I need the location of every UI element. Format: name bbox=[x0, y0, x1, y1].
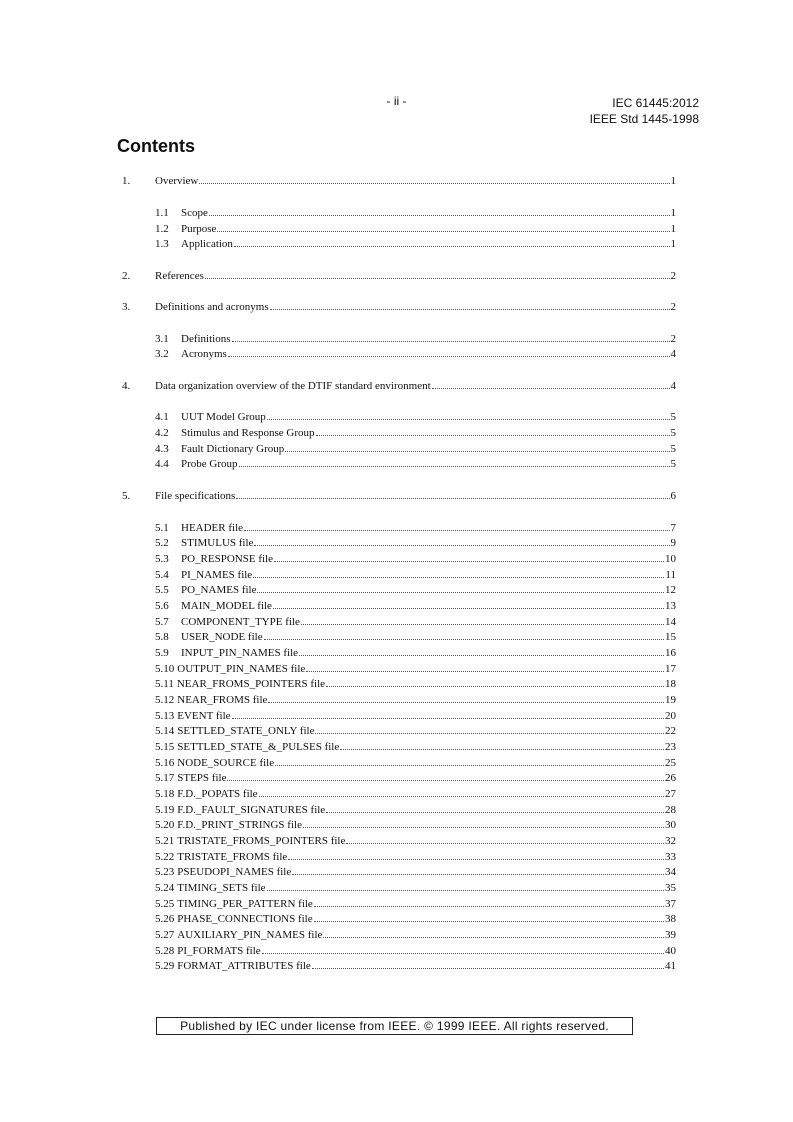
toc-entry-number: 5.27 bbox=[155, 929, 175, 941]
toc-entry-page: 1 bbox=[670, 175, 676, 187]
toc-entry[interactable] bbox=[155, 521, 676, 535]
toc-entry-number: 3. bbox=[122, 301, 131, 313]
dot-leader bbox=[316, 426, 670, 436]
toc-entry[interactable] bbox=[155, 237, 676, 251]
toc-entry-title: Definitions and acronyms bbox=[155, 301, 269, 313]
toc-entry-page: 28 bbox=[665, 804, 676, 816]
toc-entry-number: 5.16 bbox=[155, 757, 175, 769]
toc-entry-number: 5.5 bbox=[155, 584, 169, 596]
toc-entry-number: 5.20 bbox=[155, 819, 175, 831]
toc-entry-number: 5.1 bbox=[155, 522, 169, 534]
toc-entry-title: F.D._PRINT_STRINGS file bbox=[177, 819, 302, 831]
toc-entry-number: 2. bbox=[122, 270, 131, 282]
toc-entry[interactable] bbox=[155, 222, 676, 236]
toc-entry-number: 1.3 bbox=[155, 238, 169, 250]
toc-entry-title: Acronyms bbox=[181, 348, 227, 360]
toc-entry-page: 2 bbox=[670, 270, 676, 282]
toc-entry-title: Probe Group bbox=[181, 458, 238, 470]
toc-entry[interactable] bbox=[155, 912, 676, 926]
toc-entry-number: 5.21 bbox=[155, 835, 175, 847]
toc-entry-page: 39 bbox=[665, 929, 676, 941]
toc-entry[interactable] bbox=[155, 568, 676, 582]
dot-leader bbox=[326, 677, 664, 687]
standard-identifiers bbox=[590, 95, 699, 127]
toc-entry[interactable] bbox=[155, 756, 676, 770]
toc-entry[interactable] bbox=[155, 818, 676, 832]
toc-entry[interactable] bbox=[122, 379, 676, 393]
toc-entry-page: 11 bbox=[665, 569, 676, 581]
toc-entry-title: NEAR_FROMS file bbox=[177, 694, 268, 706]
toc-entry-title: OUTPUT_PIN_NAMES file bbox=[177, 663, 306, 675]
toc-entry-page: 18 bbox=[665, 678, 676, 690]
toc-entry-page: 6 bbox=[670, 490, 676, 502]
toc-entry-title: PHASE_CONNECTIONS file bbox=[177, 913, 313, 925]
toc-entry-page: 13 bbox=[665, 600, 676, 612]
toc-entry[interactable] bbox=[155, 709, 676, 723]
toc-entry-title: Application bbox=[181, 238, 233, 250]
toc-entry-page: 40 bbox=[665, 945, 676, 957]
toc-entry[interactable] bbox=[155, 944, 676, 958]
dot-leader bbox=[236, 489, 669, 499]
dot-leader bbox=[346, 834, 664, 844]
toc-entry-number: 5.18 bbox=[155, 788, 175, 800]
toc-entry[interactable] bbox=[122, 174, 676, 188]
toc-entry-number: 5.2 bbox=[155, 537, 169, 549]
dot-leader bbox=[262, 944, 664, 954]
toc-entry[interactable] bbox=[122, 489, 676, 503]
dot-leader bbox=[275, 756, 664, 766]
toc-entry-title: UUT Model Group bbox=[181, 411, 266, 423]
dot-leader bbox=[270, 300, 670, 310]
dot-leader bbox=[254, 536, 669, 546]
toc-entry-number: 5.7 bbox=[155, 616, 169, 628]
toc-entry-number: 3.2 bbox=[155, 348, 169, 360]
dot-leader bbox=[264, 630, 664, 640]
dot-leader bbox=[228, 347, 670, 357]
dot-leader bbox=[274, 552, 664, 562]
toc-entry[interactable] bbox=[155, 662, 676, 676]
toc-entry-title: FORMAT_ATTRIBUTES file bbox=[177, 960, 311, 972]
dot-leader bbox=[267, 881, 664, 891]
toc-entry-number: 5.26 bbox=[155, 913, 175, 925]
toc-entry-page: 37 bbox=[665, 898, 676, 910]
dot-leader bbox=[205, 269, 670, 279]
toc-entry-number: 4. bbox=[122, 380, 131, 392]
toc-entry-title: TRISTATE_FROMS file bbox=[177, 851, 288, 863]
dot-leader bbox=[292, 865, 664, 875]
dot-leader bbox=[227, 771, 664, 781]
toc-entry-title: INPUT_PIN_NAMES file bbox=[181, 647, 299, 659]
toc-entry-page: 20 bbox=[665, 710, 676, 722]
toc-entry-number: 5.13 bbox=[155, 710, 175, 722]
toc-entry[interactable] bbox=[122, 269, 676, 283]
toc-entry[interactable] bbox=[155, 410, 676, 424]
toc-entry[interactable] bbox=[155, 928, 676, 942]
toc-entry[interactable] bbox=[155, 740, 676, 754]
toc-entry-title: EVENT file bbox=[177, 710, 231, 722]
toc-entry-title: Scope bbox=[181, 207, 208, 219]
toc-entry-number: 5.8 bbox=[155, 631, 169, 643]
toc-entry-page: 4 bbox=[670, 380, 676, 392]
toc-entry-number: 5.17 bbox=[155, 772, 175, 784]
toc-entry-title: F.D._POPATS file bbox=[177, 788, 258, 800]
dot-leader bbox=[314, 897, 664, 907]
toc-entry-number: 4.1 bbox=[155, 411, 169, 423]
toc-entry[interactable] bbox=[155, 897, 676, 911]
toc-entry[interactable] bbox=[155, 787, 676, 801]
toc-entry-title: PO_NAMES file bbox=[181, 584, 257, 596]
toc-entry-title: Purpose bbox=[181, 223, 217, 235]
toc-entry-title: PI_NAMES file bbox=[181, 569, 253, 581]
toc-entry-page: 2 bbox=[670, 301, 676, 313]
toc-entry-title: Fault Dictionary Group bbox=[181, 443, 285, 455]
toc-entry-page: 30 bbox=[665, 819, 676, 831]
toc-entry-title: TRISTATE_FROMS_POINTERS file bbox=[177, 835, 346, 847]
toc-entry-page: 9 bbox=[670, 537, 676, 549]
toc-entry-number: 5.10 bbox=[155, 663, 175, 675]
toc-entry-number: 5.15 bbox=[155, 741, 175, 753]
dot-leader bbox=[268, 693, 664, 703]
toc-entry-title: MAIN_MODEL file bbox=[181, 600, 272, 612]
toc-entry-page: 19 bbox=[665, 694, 676, 706]
toc-entry-page: 12 bbox=[665, 584, 676, 596]
dot-leader bbox=[323, 928, 664, 938]
toc-entry-title: Definitions bbox=[181, 333, 231, 345]
toc-entry-title: PO_RESPONSE file bbox=[181, 553, 273, 565]
toc-entry[interactable] bbox=[155, 457, 676, 471]
dot-leader bbox=[288, 850, 664, 860]
toc-entry-page: 5 bbox=[670, 443, 676, 455]
toc-entry[interactable] bbox=[155, 583, 676, 597]
contents-heading: Contents bbox=[117, 136, 195, 156]
dot-leader bbox=[432, 379, 670, 389]
toc-entry[interactable] bbox=[155, 865, 676, 879]
toc-entry[interactable] bbox=[155, 206, 676, 220]
page-number: - ii - bbox=[386, 94, 407, 108]
toc-entry-page: 38 bbox=[665, 913, 676, 925]
toc-entry-page: 7 bbox=[670, 522, 676, 534]
toc-entry-title: Stimulus and Response Group bbox=[181, 427, 315, 439]
toc-entry-number: 1.1 bbox=[155, 207, 169, 219]
toc-entry-page: 4 bbox=[670, 348, 676, 360]
toc-entry-page: 1 bbox=[670, 223, 676, 235]
toc-entry-page: 16 bbox=[665, 647, 676, 659]
toc-entry-title: Data organization overview of the DTIF standard environment bbox=[155, 380, 431, 392]
dot-leader bbox=[326, 803, 664, 813]
toc-entry-number: 5.9 bbox=[155, 647, 169, 659]
toc-entry-number: 4.4 bbox=[155, 458, 169, 470]
toc-entry-page: 22 bbox=[665, 725, 676, 737]
toc-entry-page: 27 bbox=[665, 788, 676, 800]
toc-entry-page: 5 bbox=[670, 427, 676, 439]
toc-entry-number: 5.28 bbox=[155, 945, 175, 957]
copyright-notice: Published by IEC under license from IEEE. © 1999 IEEE. All rights reserved. bbox=[156, 1017, 633, 1035]
toc-entry-page: 26 bbox=[665, 772, 676, 784]
dot-leader bbox=[315, 724, 664, 734]
toc-entry-page: 34 bbox=[665, 866, 676, 878]
toc-entry-number: 1. bbox=[122, 175, 131, 187]
toc-entry-title: SETTLED_STATE_&_PULSES file bbox=[177, 741, 340, 753]
toc-entry-page: 15 bbox=[665, 631, 676, 643]
toc-entry[interactable] bbox=[155, 959, 676, 973]
toc-entry[interactable] bbox=[155, 724, 676, 738]
toc-entry-title: Overview bbox=[155, 175, 199, 187]
toc-entry[interactable] bbox=[155, 552, 676, 566]
toc-entry-title: F.D._FAULT_SIGNATURES file bbox=[177, 804, 326, 816]
toc-entry-title: STEPS file bbox=[177, 772, 227, 784]
dot-leader bbox=[239, 457, 670, 467]
toc-entry-number: 4.2 bbox=[155, 427, 169, 439]
toc-entry[interactable] bbox=[155, 442, 676, 456]
toc-entry-title: NEAR_FROMS_POINTERS file bbox=[176, 678, 326, 690]
toc-entry-page: 10 bbox=[665, 553, 676, 565]
toc-entry-title: AUXILIARY_PIN_NAMES file bbox=[177, 929, 323, 941]
dot-leader bbox=[312, 959, 664, 969]
toc-entry-number: 5.11 bbox=[155, 678, 174, 690]
toc-entry-number: 5.25 bbox=[155, 898, 175, 910]
toc-entry-number: 5.24 bbox=[155, 882, 175, 894]
toc-entry-number: 5.6 bbox=[155, 600, 169, 612]
toc-entry[interactable] bbox=[155, 347, 676, 361]
toc-entry[interactable] bbox=[155, 615, 676, 629]
toc-entry-page: 35 bbox=[665, 882, 676, 894]
toc-entry-title: TIMING_PER_PATTERN file bbox=[177, 898, 313, 910]
toc-entry-page: 32 bbox=[665, 835, 676, 847]
toc-entry[interactable] bbox=[155, 881, 676, 895]
dot-leader bbox=[232, 709, 664, 719]
toc-entry-page: 25 bbox=[665, 757, 676, 769]
toc-entry[interactable] bbox=[155, 834, 676, 848]
toc-entry-page: 1 bbox=[670, 238, 676, 250]
toc-entry-title: File specifications bbox=[155, 490, 236, 502]
toc-entry-number: 5.12 bbox=[155, 694, 175, 706]
toc-entry[interactable] bbox=[155, 693, 676, 707]
dot-leader bbox=[244, 521, 669, 531]
toc-entry-page: 23 bbox=[665, 741, 676, 753]
dot-leader bbox=[257, 583, 664, 593]
toc-entry[interactable] bbox=[155, 646, 676, 660]
dot-leader bbox=[267, 410, 670, 420]
toc-entry[interactable] bbox=[155, 332, 676, 346]
dot-leader bbox=[340, 740, 664, 750]
toc-entry-number: 5.19 bbox=[155, 804, 175, 816]
dot-leader bbox=[234, 237, 670, 247]
toc-entry[interactable] bbox=[155, 426, 676, 440]
toc-entry-number: 3.1 bbox=[155, 333, 169, 345]
toc-entry[interactable] bbox=[155, 850, 676, 864]
toc-entry[interactable] bbox=[122, 300, 676, 314]
toc-entry-page: 14 bbox=[665, 616, 676, 628]
toc-entry-title: PI_FORMATS file bbox=[177, 945, 261, 957]
dot-leader bbox=[273, 599, 664, 609]
toc-entry-number: 5. bbox=[122, 490, 131, 502]
toc-entry[interactable] bbox=[155, 803, 676, 817]
toc-entry-page: 33 bbox=[665, 851, 676, 863]
dot-leader bbox=[253, 568, 664, 578]
dot-leader bbox=[314, 912, 664, 922]
toc-entry-number: 5.14 bbox=[155, 725, 175, 737]
toc-entry-title: PSEUDOPI_NAMES file bbox=[177, 866, 292, 878]
toc-entry-number: 5.22 bbox=[155, 851, 175, 863]
dot-leader bbox=[217, 222, 669, 232]
toc-entry[interactable] bbox=[155, 536, 676, 550]
toc-entry-number: 5.29 bbox=[155, 960, 175, 972]
toc-entry-page: 5 bbox=[670, 411, 676, 423]
toc-entry-page: 2 bbox=[670, 333, 676, 345]
toc-entry-title: USER_NODE file bbox=[181, 631, 263, 643]
dot-leader bbox=[306, 662, 664, 672]
toc-entry-title: SETTLED_STATE_ONLY file bbox=[177, 725, 315, 737]
dot-leader bbox=[209, 206, 670, 216]
toc-entry[interactable] bbox=[155, 677, 676, 691]
dot-leader bbox=[303, 818, 664, 828]
ieee-standard-id: IEEE Std 1445-1998 bbox=[589, 112, 699, 126]
toc-entry-title: References bbox=[155, 270, 204, 282]
toc-entry-page: 17 bbox=[665, 663, 676, 675]
dot-leader bbox=[285, 442, 669, 452]
toc-entry-page: 5 bbox=[670, 458, 676, 470]
toc-entry-number: 5.3 bbox=[155, 553, 169, 565]
toc-entry[interactable] bbox=[155, 771, 676, 785]
iec-standard-id: IEC 61445:2012 bbox=[612, 96, 699, 110]
toc-entry-title: HEADER file bbox=[181, 522, 244, 534]
toc-entry-title: NODE_SOURCE file bbox=[177, 757, 275, 769]
toc-entry-number: 5.23 bbox=[155, 866, 175, 878]
toc-entry-number: 4.3 bbox=[155, 443, 169, 455]
dot-leader bbox=[299, 646, 664, 656]
toc-entry-page: 1 bbox=[670, 207, 676, 219]
toc-entry-number: 1.2 bbox=[155, 223, 169, 235]
toc-entry-title: COMPONENT_TYPE file bbox=[181, 616, 300, 628]
toc-entry[interactable] bbox=[155, 599, 676, 613]
toc-entry-title: STIMULUS file bbox=[181, 537, 254, 549]
dot-leader bbox=[232, 332, 670, 342]
toc-entry-title: TIMING_SETS file bbox=[177, 882, 266, 894]
toc-entry-number: 5.4 bbox=[155, 569, 169, 581]
dot-leader bbox=[199, 174, 669, 184]
toc-entry[interactable] bbox=[155, 630, 676, 644]
toc-entry-page: 41 bbox=[665, 960, 676, 972]
dot-leader bbox=[301, 615, 664, 625]
dot-leader bbox=[259, 787, 664, 797]
